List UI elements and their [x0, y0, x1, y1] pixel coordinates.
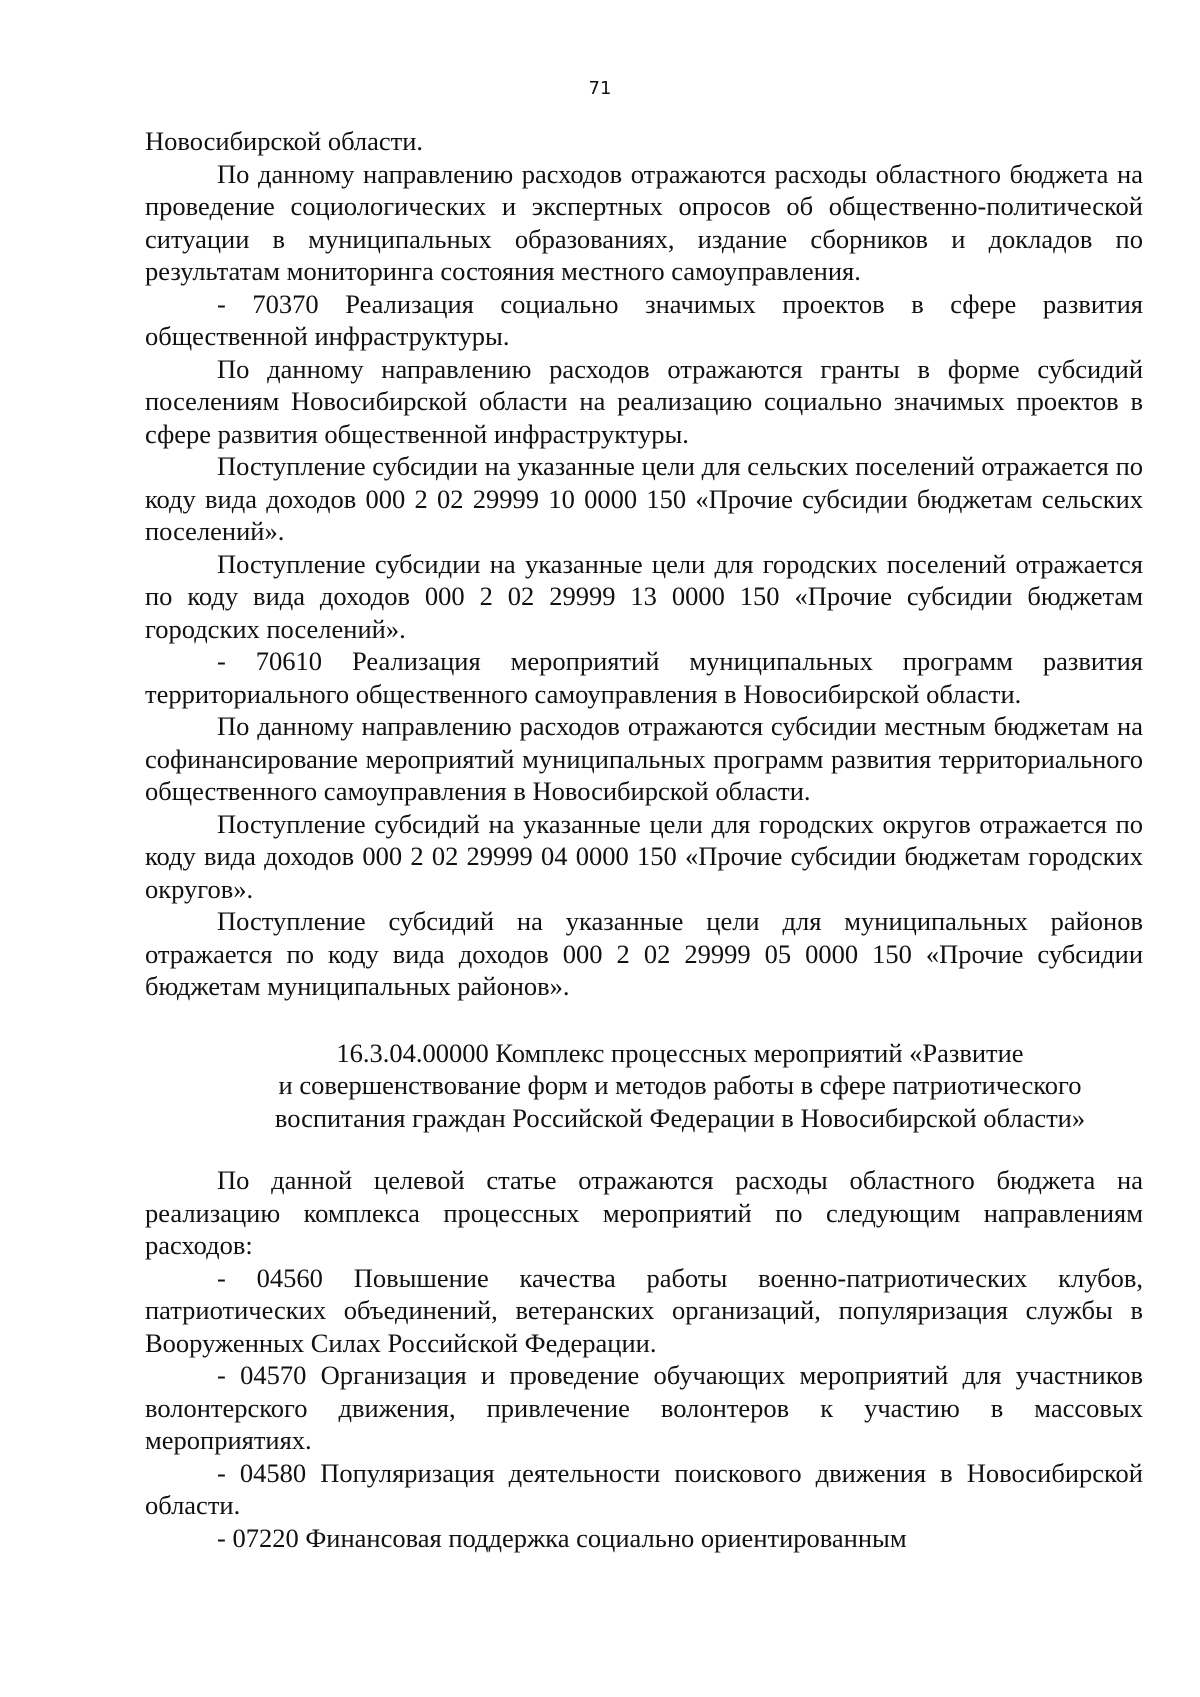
paragraph: По данному направлению расходов отражаются субсидии местным бюджетам на софинансирование мероприятий муниципальных программ развития территориального общественного самоуправления в Новосибирской области. — [145, 711, 1143, 806]
list-item-code-04580: - 04580 Популяризация деятельности поискового движения в Новосибирской области. — [145, 1457, 1143, 1520]
list-item-code-07220: - 07220 Финансовая поддержка социально ориентированным — [217, 1522, 907, 1553]
paragraph: Поступление субсидии на указанные цели для городских поселений отражается по коду вида доходов 000 2 02 29999 13 0000 150 «Прочие субсидии бюджетам городских поселений». — [145, 548, 1143, 644]
list-item-code-70610: - 70610 Реализация мероприятий муниципальных программ развития территориального общественного самоуправления в Новосибирской области. — [145, 646, 1143, 709]
paragraph: По данной целевой статье отражаются расходы областного бюджета на реализацию комплекса процессных мероприятий по следующим направлениям расходов: — [145, 1165, 1143, 1260]
list-item-code-04570: - 04570 Организация и проведение обучающих мероприятий для участников волонтерского движения, привлечение волонтеров к участию в массовых мероприятиях. — [145, 1360, 1143, 1455]
page-number: 71 — [588, 78, 612, 99]
list-item-code-04560: - 04560 Повышение качества работы военно-патриотических клубов, патриотических объединений, ветеранских организаций, популяризация службы в Вооруженных Силах Российской Федерации. — [145, 1262, 1143, 1358]
section-heading-line: воспитания граждан Российской Федерации в Новосибирской области» — [274, 1102, 1086, 1133]
section-heading-line: и совершенствование форм и методов работы в сфере патриотического — [278, 1070, 1082, 1100]
paragraph: Поступление субсидии на указанные цели для сельских поселений отражается по коду вида доходов 000 2 02 29999 10 0000 150 «Прочие субсидии бюджетам сельских поселений». — [145, 451, 1143, 546]
paragraph: По данному направлению расходов отражаются гранты в форме субсидий поселениям Новосибирской области на реализацию социально значимых проектов в сфере развития общественной инфраструктуры. — [145, 353, 1143, 449]
paragraph: Новосибирской области. — [145, 126, 424, 156]
paragraph: Поступление субсидий на указанные цели для городских округов отражается по коду вида доходов 000 2 02 29999 04 0000 150 «Прочие субсидии бюджетам городских округов». — [145, 808, 1143, 904]
document-body — [145, 125, 1143, 1554]
paragraph: По данному направлению расходов отражаются расходы областного бюджета на проведение социологических и экспертных опросов об общественно-политической ситуации в муниципальных образованиях, издание сборников и докладов по результатам мониторинга состояния местного самоуправления. — [145, 158, 1143, 286]
paragraph: Поступление субсидий на указанные цели для муниципальных районов отражается по коду вида доходов 000 2 02 29999 05 0000 150 «Прочие субсидии бюджетам муниципальных районов». — [145, 906, 1143, 1001]
section-heading — [195, 1037, 1093, 1135]
list-item-code-70370: - 70370 Реализация социально значимых проектов в сфере развития общественной инфраструктуры. — [145, 288, 1143, 351]
section-heading-line: 16.3.04.00000 Комплекс процессных мероприятий «Развитие — [336, 1037, 1024, 1068]
